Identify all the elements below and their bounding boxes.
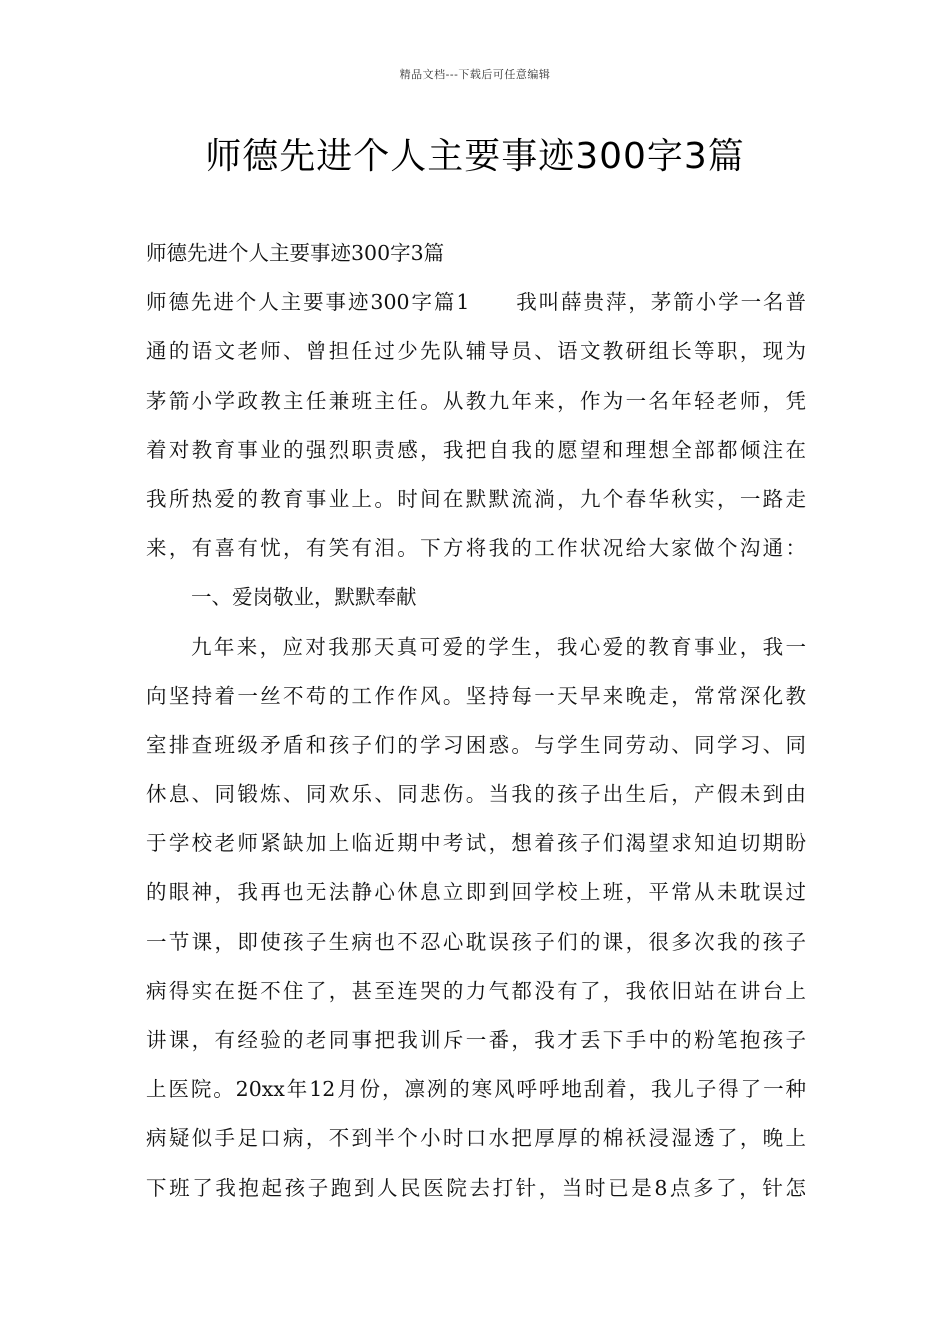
text-line: 师德先进个人主要事迹300字3篇 (146, 241, 445, 265)
text-line: 病疑似手足口病，不到半个小时口水把厚厚的棉袄浸湿透了，晚上 (146, 1126, 806, 1151)
text-line: 上医院。20xx年12月份，凛冽的寒风呼呼地刮着，我儿子得了一种 (146, 1077, 806, 1102)
text-line: 一节课，即使孩子生病也不忍心耽误孩子们的课，很多次我的孩子 (146, 929, 806, 954)
text-line: 一、爱岗敬业，默默奉献 (191, 585, 417, 610)
text-line: 着对教育事业的强烈职责感，我把自我的愿望和理想全部都倾注在 (146, 437, 806, 462)
text-line: 通的语文老师、曾担任过少先队辅导员、语文教研组长等职，现为 (146, 339, 806, 364)
text-line: 九年来，应对我那天真可爱的学生，我心爱的教育事业，我一 (191, 634, 806, 659)
text-line: 的眼神，我再也无法静心休息立即到回学校上班，平常从未耽误过 (146, 880, 806, 905)
text-line: 讲课，有经验的老同事把我训斥一番，我才丢下手中的粉笔抱孩子 (146, 1028, 806, 1052)
header-note: 精品文档---下载后可任意编辑 (399, 68, 551, 81)
text-line: 茅箭小学政教主任兼班主任。从教九年来，作为一名年轻老师，凭 (146, 388, 806, 413)
text-line: 我所热爱的教育事业上。时间在默默流淌，九个春华秋实，一路走 (146, 486, 806, 511)
text-line: 下班了我抱起孩子跑到人民医院去打针，当时已是8点多了，针怎 (146, 1175, 806, 1200)
text-line: 向坚持着一丝不苟的工作作风。坚持每一天早来晚走，常常深化教 (146, 683, 806, 708)
page-title: 师德先进个人主要事迹300字3篇 (205, 136, 745, 177)
text-line: 室排查班级矛盾和孩子们的学习困惑。与学生同劳动、同学习、同 (146, 732, 806, 757)
text-line: 师德先进个人主要事迹300字篇1 我叫薛贵萍，茅箭小学一名普 (146, 290, 806, 315)
text-line: 休息、同锻炼、同欢乐、同悲伤。当我的孩子出生后，产假未到由 (146, 782, 806, 807)
text-line: 于学校老师紧缺加上临近期中考试，想着孩子们渴望求知迫切期盼 (146, 831, 806, 856)
text-line: 来，有喜有忧，有笑有泪。下方将我的工作状况给大家做个沟通： (146, 536, 806, 561)
document-body (146, 229, 806, 1213)
text-line: 病得实在挺不住了，甚至连哭的力气都没有了，我依旧站在讲台上 (146, 978, 806, 1003)
